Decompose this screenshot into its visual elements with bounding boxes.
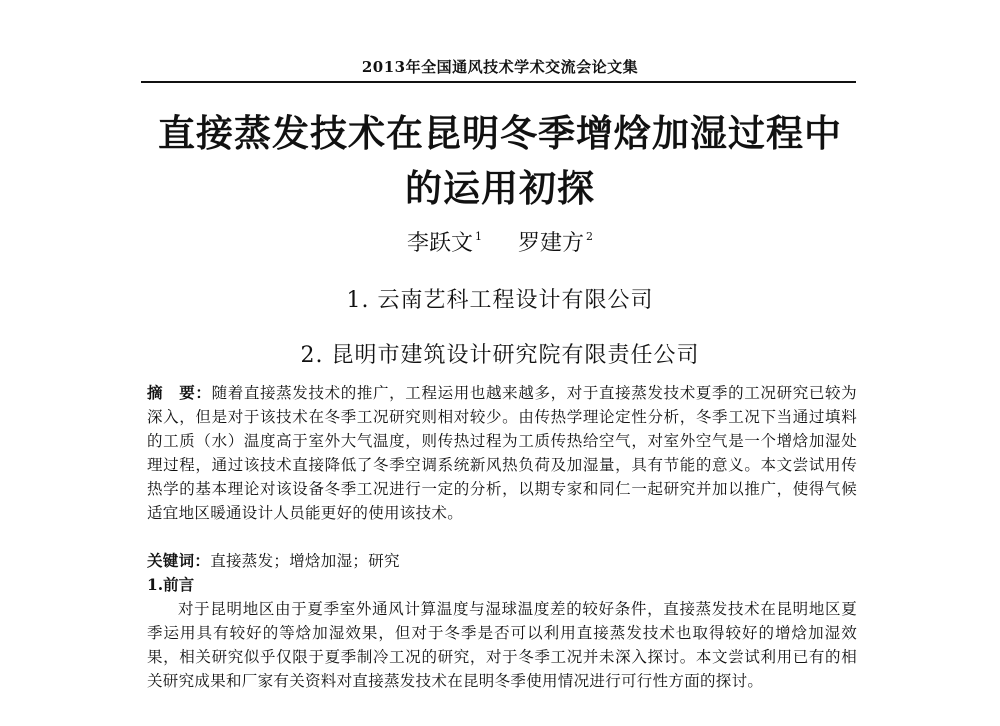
intro-paragraph: 对于昆明地区由于夏季室外通风计算温度与湿球温度差的较好条件，直接蒸发技术在昆明地区夏季运用具有较好的等焓加湿效果，但对于冬季是否可以利用直接蒸发技术也取得较好的增焓加湿效果，相关研究似乎仅限于夏季制冷工况的研究，对于冬季工况并未深入探讨。本文尝试利用已有的相关研究成果和厂家有关资料对直接蒸发技术在昆明冬季使用情况进行可行性方面的探讨。 (147, 600, 857, 690)
abstract-label: 摘 要： (147, 383, 212, 402)
author-name: 李跃文 (406, 231, 473, 256)
author-name: 罗建方 (518, 231, 585, 256)
affiliation-1: 1. 云南艺科工程设计有限公司 (346, 288, 654, 313)
keywords (147, 549, 857, 573)
keywords-text: 直接蒸发；增焓加湿；研究 (210, 552, 400, 570)
keywords-label: 关键词： (147, 551, 211, 570)
section-heading: 1.前言 (147, 575, 195, 594)
affiliation-mark: 2 (586, 230, 594, 243)
affiliation-mark: 1 (475, 230, 482, 243)
abstract-text: 随着直接蒸发技术的推广，工程运用也越来越多，对于直接蒸发技术夏季的工况研究已较为深入，但是对于该技术在冬季工况研究则相对较少。由传热学理论定性分析，冬季工况下当通过填料的工质（水）温度高于室外大气温度，则传热过程为工质传热给空气，对室外空气是一个增焓加湿处理过程，通过该技术直接降低了冬季空调系统新风热负荷及加湿量，具有节能的意义。本文尝试用传热学的基本理论对该设备冬季工况进行一定的分析，以期专家和同仁一起研究并加以推广，使得气候适宜地区暖通设计人员能更好的使用该技术。 (147, 384, 857, 522)
affiliation-2: 2. 昆明市建筑设计研究院有限责任公司 (300, 343, 700, 368)
running-header: 2013年全国通风技术学术交流会论文集 (361, 58, 639, 76)
paper-title (0, 106, 1000, 216)
title-line-1: 直接蒸发技术在昆明冬季增焓加湿过程中 (158, 111, 842, 155)
abstract (147, 381, 857, 525)
title-line-2: 的运用初探 (405, 166, 595, 210)
header-rule (141, 81, 856, 83)
author-list (0, 226, 1000, 257)
